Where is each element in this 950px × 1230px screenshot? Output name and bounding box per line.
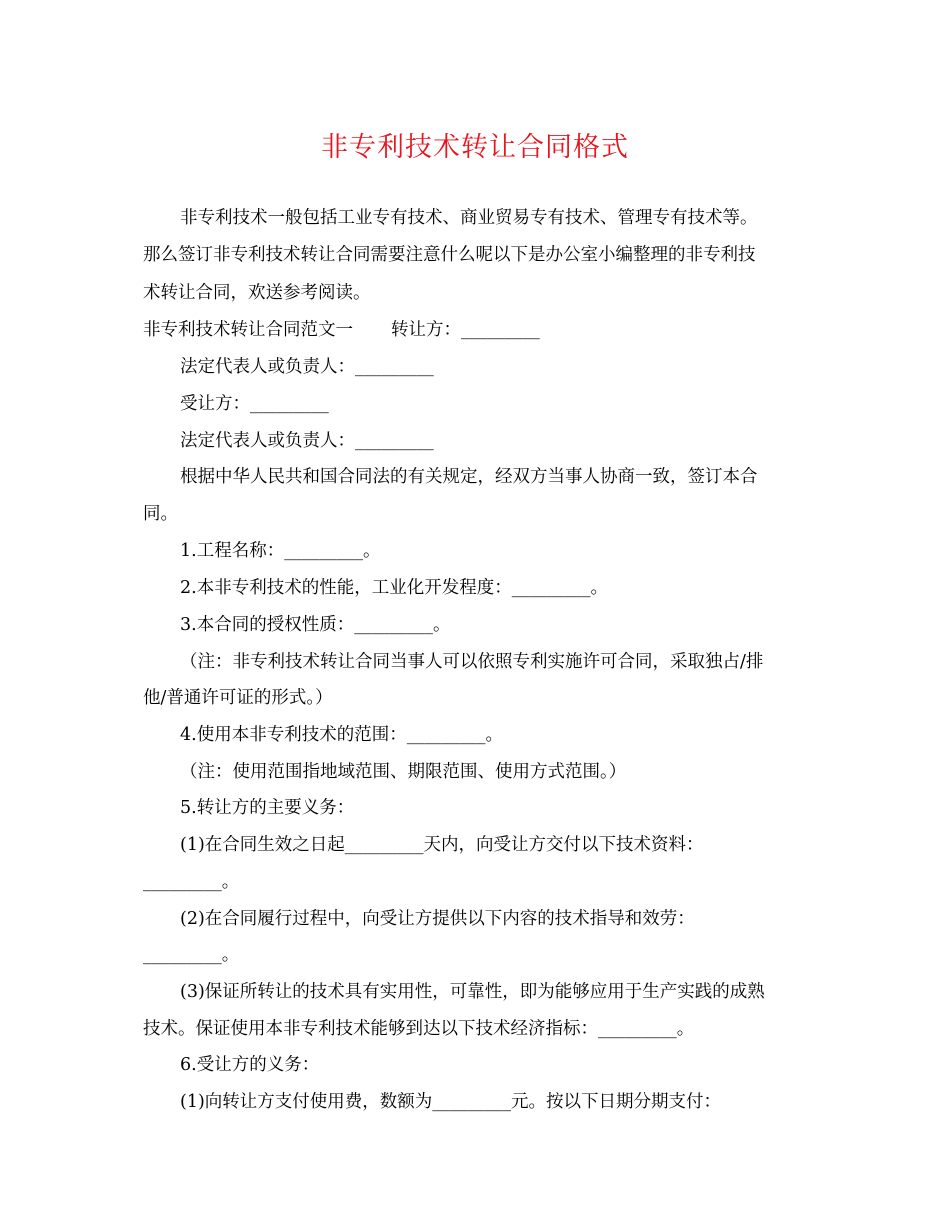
clause-line: (1)向转让方支付使用费，数额为_________元。按以下日期分期支付： <box>180 1092 722 1112</box>
paragraph-line: 根据中华人民共和国合同法的有关规定，经双方当事人协商一致，签订本合 <box>180 467 758 487</box>
clause-line: 技术。保证使用本非专利技术能够到达以下技术经济指标：_________。 <box>143 1019 695 1039</box>
paragraph-line: 那么签订非专利技术转让合同需要注意什么呢以下是办公室小编整理的非专利技 <box>143 245 756 265</box>
transferor-field: 转让方：_________ <box>391 320 540 340</box>
clause-line: 5.转让方的主要义务： <box>180 798 355 818</box>
note-line: 他/普通许可证的形式。） <box>143 688 333 708</box>
clause-line: 4.使用本非专利技术的范围：_________。 <box>180 725 503 745</box>
paragraph-line: 同。 <box>143 504 178 524</box>
legal-rep-field: 法定代表人或负责人：_________ <box>180 431 434 451</box>
document-title: 非专利技术转让合同格式 <box>321 132 629 163</box>
clause-line: 6.受让方的义务： <box>180 1055 320 1075</box>
clause-line: (2)在合同履行过程中，向受让方提供以下内容的技术指导和效劳： <box>180 909 695 929</box>
clause-line: (3)保证所转让的技术具有实用性，可靠性，即为能够应用于生产实践的成熟 <box>180 982 765 1002</box>
contract-heading-row <box>143 317 540 343</box>
clause-line: (1)在合同生效之日起_________天内，向受让方交付以下技术资料： <box>180 835 704 855</box>
note-line: （注：使用范围指地域范围、期限范围、使用方式范围。） <box>180 762 627 782</box>
paragraph-line: 非专利技术一般包括工业专有技术、商业贸易专有技术、管理专有技术等。 <box>180 208 758 228</box>
legal-rep-field: 法定代表人或负责人：_________ <box>180 357 434 377</box>
transferee-field: 受让方：_________ <box>180 394 329 414</box>
clause-line: 3.本合同的授权性质：_________。 <box>180 615 451 635</box>
clause-line: 1.工程名称：_________。 <box>180 541 381 561</box>
contract-sample-heading: 非专利技术转让合同范文一 <box>143 320 353 340</box>
note-line: （注：非专利技术转让合同当事人可以依照专利实施许可合同，采取独占/排 <box>180 652 764 672</box>
clause-line: _________。 <box>143 872 240 892</box>
clause-line: 2.本非专利技术的性能，工业化开发程度：_________。 <box>180 578 608 598</box>
paragraph-line: 术转让合同，欢送参考阅读。 <box>143 283 371 303</box>
clause-line: _________。 <box>143 945 240 965</box>
